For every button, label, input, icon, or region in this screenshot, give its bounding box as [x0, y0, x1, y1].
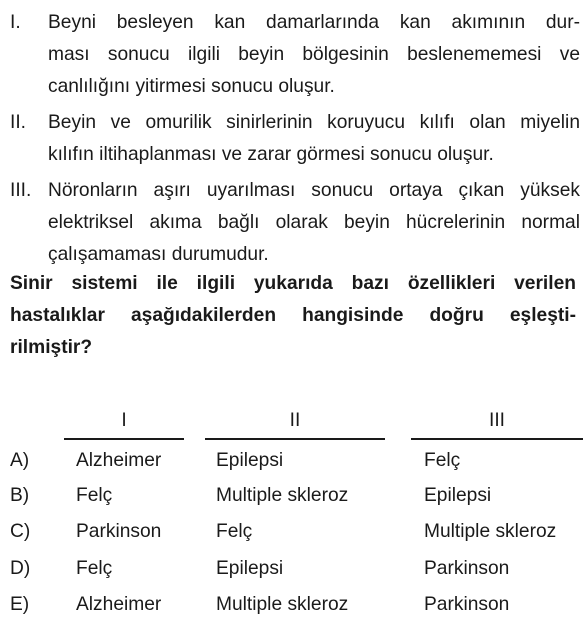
option-cell-2: Multiple skleroz: [216, 594, 349, 615]
answer-option-a[interactable]: [0, 446, 584, 476]
option-letter: E): [10, 594, 30, 615]
column-header-3: III: [489, 410, 505, 431]
column-divider-2: [205, 438, 385, 440]
option-cell-3: Parkinson: [424, 558, 510, 579]
option-cell-2: Epilepsi: [216, 450, 284, 471]
statement-line: çalışamaması durumudur.: [48, 244, 269, 265]
question-line: Sinir sistemi ile ilgili yukarıda bazı özellikleri verilen: [10, 273, 576, 294]
statement-text: [48, 107, 580, 171]
answer-option-d[interactable]: [0, 554, 584, 584]
question-line: rilmiştir?: [10, 337, 93, 358]
statement-line: Nöronların aşırı uyarılması sonucu ortaya çıkan yüksek: [48, 180, 580, 201]
statement-number: III.: [10, 180, 32, 201]
option-cell-1: Alzheimer: [76, 594, 162, 615]
statement-line: Beyin ve omurilik sinirlerinin koruyucu kılıfı olan miyelin: [48, 112, 580, 133]
answer-option-b[interactable]: [0, 481, 584, 511]
option-cell-3: Parkinson: [424, 594, 510, 615]
question-line: hastalıklar aşağıdakilerden hangisinde doğru eşleşti-: [10, 305, 576, 326]
statement-text: [48, 7, 580, 103]
column-header-2: II: [289, 410, 301, 431]
statement-line: kılıfın iltihaplanması ve zarar görmesi sonucu oluşur.: [48, 144, 494, 165]
option-cell-1: Felç: [76, 558, 113, 579]
statements-list: [10, 7, 580, 275]
option-letter: D): [10, 558, 31, 579]
option-cell-3: Felç: [424, 450, 461, 471]
statement-line: canlılığını yitirmesi sonucu oluşur.: [48, 76, 335, 97]
statement-3: [10, 175, 580, 271]
answer-option-c[interactable]: [0, 517, 584, 547]
option-cell-1: Felç: [76, 485, 113, 506]
statement-line: elektriksel akıma bağlı olarak beyin hücrelerinin normal: [48, 212, 580, 233]
statement-2: [10, 107, 580, 171]
column-divider-3: [411, 438, 583, 440]
column-divider-1: [64, 438, 184, 440]
statement-number: I.: [10, 12, 21, 33]
option-cell-3: Epilepsi: [424, 485, 492, 506]
statement-line: Beyni besleyen kan damarlarında kan akımının dur-: [48, 12, 580, 33]
answer-option-e[interactable]: [0, 590, 584, 620]
option-cell-2: Epilepsi: [216, 558, 284, 579]
option-letter: A): [10, 450, 30, 471]
option-cell-2: Multiple skleroz: [216, 485, 349, 506]
option-cell-1: Alzheimer: [76, 450, 162, 471]
option-letter: C): [10, 521, 31, 542]
statement-line: ması sonucu ilgili beyin bölgesinin beslenememesi ve: [48, 44, 580, 65]
option-cell-2: Felç: [216, 521, 253, 542]
column-header-1: I: [121, 410, 127, 431]
statement-1: [10, 7, 580, 103]
statement-number: II.: [10, 112, 26, 133]
question-stem: [10, 268, 576, 364]
option-cell-3: Multiple skleroz: [424, 521, 557, 542]
option-letter: B): [10, 485, 30, 506]
option-cell-1: Parkinson: [76, 521, 162, 542]
statement-text: [48, 175, 580, 271]
